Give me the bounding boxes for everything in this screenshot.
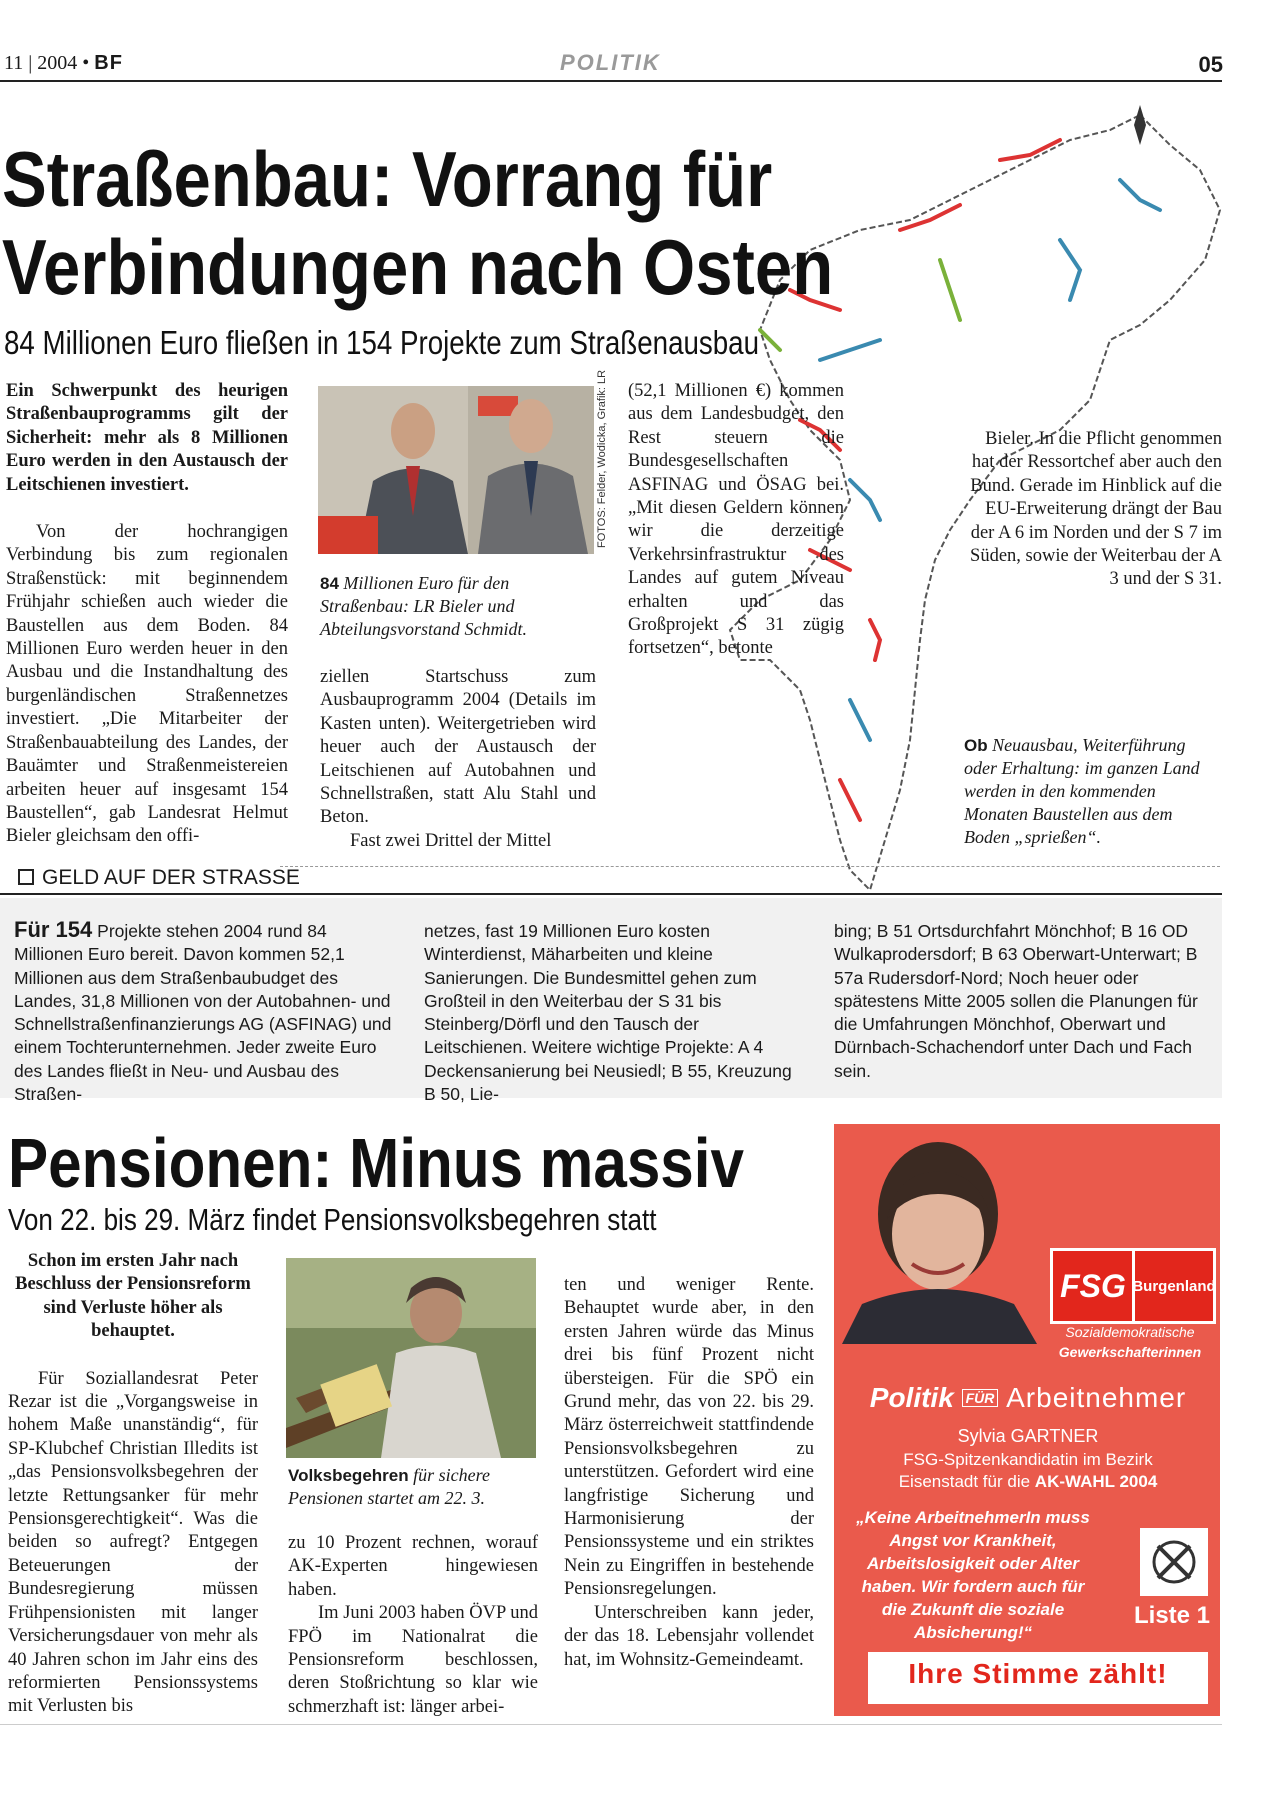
- article1-lead: Ein Schwerpunkt des heurigen Straßenbauprogramms gilt der Sicherheit: mehr als 8 Millionen Euro werden in den Austausch der Leitschienen investiert.: [6, 381, 288, 495]
- checkbox-square-icon: [18, 869, 34, 885]
- slogan-arbeitnehmer: Arbeitnehmer: [1006, 1382, 1187, 1413]
- article1-col3-body: (52,1 Millionen €) kommen aus dem Landesbudget, den Rest steuern die Bundesgesellschaften ASFINAG und ÖSAG bei. „Mit diesen Geldern können wir die derzeitige Verkehrsinfrastruktur des Landes auf gutem Niveau erhalten und das Großprojekt S 31 zügig fortsetzen“, betonte: [628, 381, 844, 659]
- article1-headline-line2: Verbindungen nach Osten: [2, 223, 834, 311]
- issue-date: 11 | 2004 •: [4, 52, 90, 74]
- article1-col2-body2: Fast zwei Drittel der Mittel: [350, 830, 552, 851]
- infobox-title-text: GELD AUF DER STRASSE: [42, 866, 300, 889]
- article2-col2-body2: Im Juni 2003 haben ÖVP und FPÖ im Nationalrat die Pensionsreform beschlossen, deren Stoßrichtung so klar wie schmerzhaft ist: länger arbei-: [288, 1603, 538, 1717]
- map-caption: [964, 734, 1222, 849]
- compass-icon: [1134, 105, 1146, 145]
- article1-column3: [628, 380, 844, 661]
- brand: BF: [94, 52, 123, 74]
- article1-headline-line1: Straßenbau: Vorrang für: [2, 135, 773, 223]
- role2-bold: AK-WAHL 2004: [1034, 1472, 1158, 1491]
- map-caption-bold: Ob: [964, 736, 988, 755]
- page-bottom-rule: [0, 1724, 1222, 1725]
- fsg-logo: FSG: [1050, 1248, 1136, 1324]
- role2-text: Eisenstadt für die: [898, 1472, 1031, 1491]
- photo-volksbegehren-reader: [286, 1258, 536, 1458]
- candidate-name: Sylvia GARTNER: [957, 1426, 1099, 1446]
- article2-col2-body: zu 10 Prozent rechnen, worauf AK-Experten hingewiesen haben.: [288, 1533, 538, 1600]
- map-caption-text: Neuausbau, Weiterführung oder Erhaltung: im ganzen Land werden in den kommenden Monaten Baustellen aus dem Boden „sprießen“.: [964, 735, 1200, 847]
- article1-col1-body: Von der hochrangigen Verbindung bis zum regionalen Straßenstück: mit beginnendem Frühjahr schießen auch wieder die Baustellen aus dem Boden. 84 Millionen Euro werden heuer in den Ausbau und die Instandhaltung des burgenländischen Straßennetzes investiert. „Die Mitarbeiter der Straßenbauabteilung des Landes, der Bauämter und Straßenmeistereien arbeiten heuer auf insgesamt 154 Baustellen“, gab Landesrat Helmut Bieler gleichsam den offi-: [6, 522, 288, 847]
- infobox-rule: [0, 893, 1222, 895]
- section-label: POLITIK: [560, 50, 661, 75]
- page-number: 05: [1198, 52, 1223, 77]
- infobox-col1-text: Projekte stehen 2004 rund 84 Millionen Euro bereit. Davon kommen 52,1 Millionen aus dem Straßenbaubudget des Landes, 31,8 Millionen von der Autobahnen- und Schnellstraßenfinanzierungs AG (ASFINAG) und einem Tochterunternehmen. Jeder zweite Euro des Landes fließt in Neu- und Ausbau des Straßen-: [14, 921, 392, 1105]
- photo-bieler-schmidt: [318, 386, 594, 554]
- article2-deck: Von 22. bis 29. März findet Pensionsvolksbegehren statt: [8, 1202, 657, 1237]
- article1-column2: [320, 666, 596, 853]
- article2-lead: Schon im ersten Jahr nach Beschluss der Pensionsreform sind Verluste höher als behauptet.: [15, 1251, 251, 1342]
- article2-photo-caption: [288, 1464, 538, 1510]
- ad-slogan: [836, 1382, 1220, 1414]
- ad-cta-text: Ihre Stimme zählt!: [908, 1658, 1168, 1689]
- candidate-portrait: [842, 1124, 1042, 1344]
- infobox-column3: [834, 920, 1214, 1083]
- ad-quote: „Keine ArbeitnehmerIn muss Angst vor Krankheit, Arbeitslosigkeit oder Alter haben. Wir fordern auch für die Zukunft die soziale Absicherung!“: [856, 1508, 1090, 1642]
- issue-label: [4, 52, 123, 75]
- infobox-column1: [14, 918, 394, 1106]
- photo-illustration: [286, 1258, 536, 1458]
- article2-column3: [564, 1274, 814, 1672]
- infobox-col2-text: netzes, fast 19 Millionen Euro kosten Winterdienst, Mäharbeiten und kleine Sanierungen. Die Bundesmittel gehen zum Großteil in den Weiterbau der S 31 bis Steinberg/Dörfl und den Tausch der Leitschienen. Weitere wichtige Projekte: A 4 Deckensanierung bei Neusiedl; B 55, Kreuzung B 50, Lie-: [424, 921, 792, 1105]
- ad-list-number: Liste 1: [1133, 1602, 1211, 1629]
- infobox-col3-text: bing; B 51 Ortsdurchfahrt Mönchhof; B 16 OD Wulkaprodersdorf; B 63 Oberwart-Unterwart; B 57a Rudersdorf-Nord; Noch heuer oder spätestens Mitte 2005 sollen die Planungen für die Umfahrungen Mönchhof, Oberwart und Dürnbach-Schachendorf unter Dach und Fach sein.: [834, 921, 1198, 1081]
- article1-photo-caption: [320, 572, 596, 641]
- caption-text: Millionen Euro für den Straßenbau: LR Bieler und Abteilungsvorstand Schmidt.: [320, 573, 527, 639]
- article1-column4: [964, 428, 1222, 592]
- article1-col4-body: Bieler. In die Pflicht genommen hat der Ressortchef aber auch den Bund. Gerade im Hinblick auf die EU-Erweiterung drängt der Bau der A 6 im Norden und der S 7 im Süden, sowie der Weiterbau der A 3 und der S 31.: [970, 429, 1222, 590]
- fsg-logo-region: Burgenland: [1132, 1248, 1216, 1324]
- article2-headline: Pensionen: Minus massiv: [8, 1124, 744, 1202]
- article2-column1: [8, 1250, 258, 1719]
- fsg-org-line1: Sozialdemokratische: [1065, 1324, 1195, 1340]
- caption-text: für sichere Pensionen startet am 22. 3.: [288, 1465, 490, 1508]
- article1-column1: [6, 380, 288, 849]
- candidate-role-line1: FSG-Spitzenkandidatin im Bezirk: [903, 1450, 1153, 1469]
- photo-credit: FOTOS: Felder, Wodicka, Grafik: LR: [596, 369, 608, 548]
- infobox-col1-bold: Für 154: [14, 917, 93, 942]
- candidate-role-line2: [840, 1472, 1216, 1492]
- slogan-fur: FÜR: [962, 1389, 999, 1407]
- photo-illustration: [318, 386, 594, 554]
- ballot-cross-icon: [1142, 1530, 1206, 1594]
- fsg-org-line2: Gewerkschafterinnen: [1058, 1344, 1202, 1360]
- article2-col1-body: Für Soziallandesrat Peter Rezar ist die „Vorgangsweise in hohem Maße unanständig“, für SP-Klubchef Christian Illedits ist „das Pensionsvolksbegehren der letzte Rettungsanker für mehr Pensionsgerechtigkeit“. Was die beiden so aufregt? Entgegen Beteuerungen der Bundesregierung müssen Frühpensionisten mit langer Versicherungsdauer von mehr als 40 Jahren schon im Jahr eins des reformierten Pensionssystems mit Verlusten bis: [8, 1368, 258, 1717]
- article1-deck: 84 Millionen Euro fließen in 154 Projekte zum Straßenausbau: [4, 324, 760, 361]
- ballot-box: [1140, 1528, 1208, 1596]
- header-rule: [0, 80, 1222, 82]
- infobox-title: [18, 866, 300, 890]
- article1-col2-body: ziellen Startschuss zum Ausbauprogramm 2004 (Details im Kasten unten). Weitergetrieben wird heuer auch der Austausch der Leitschienen auf Autobahnen und Schnellstraßen, statt Alu Stahl und Beton.: [320, 667, 596, 828]
- caption-bold: 84: [320, 574, 339, 593]
- slogan-politik: Politik: [869, 1382, 954, 1413]
- infobox-dash-rule: [280, 866, 1220, 867]
- article2-column2: [288, 1532, 538, 1719]
- infobox-column2: [424, 920, 804, 1106]
- caption-bold: Volksbegehren: [288, 1466, 409, 1485]
- article2-col3-body2: Unterschreiben kann jeder, der das 18. Lebensjahr vollendet hat, im Wohnsitz-Gemeindeamt.: [564, 1602, 814, 1670]
- article2-col3-body: ten und weniger Rente. Behauptet wurde aber, in den ersten Jahren würde das Minus drei bis fünf Prozent nicht übersteigen. Für die SPÖ ein Grund mehr, das von 22. bis 29. März österreichweit stattfindende Pensionsvolksbegehren zu unterstützen. Gefordert wird eine langfristige Sicherung und Harmonisierung der Pensionssysteme und ein striktes Nein zu Eingriffen in bestehende Pensionsregelungen.: [564, 1275, 814, 1600]
